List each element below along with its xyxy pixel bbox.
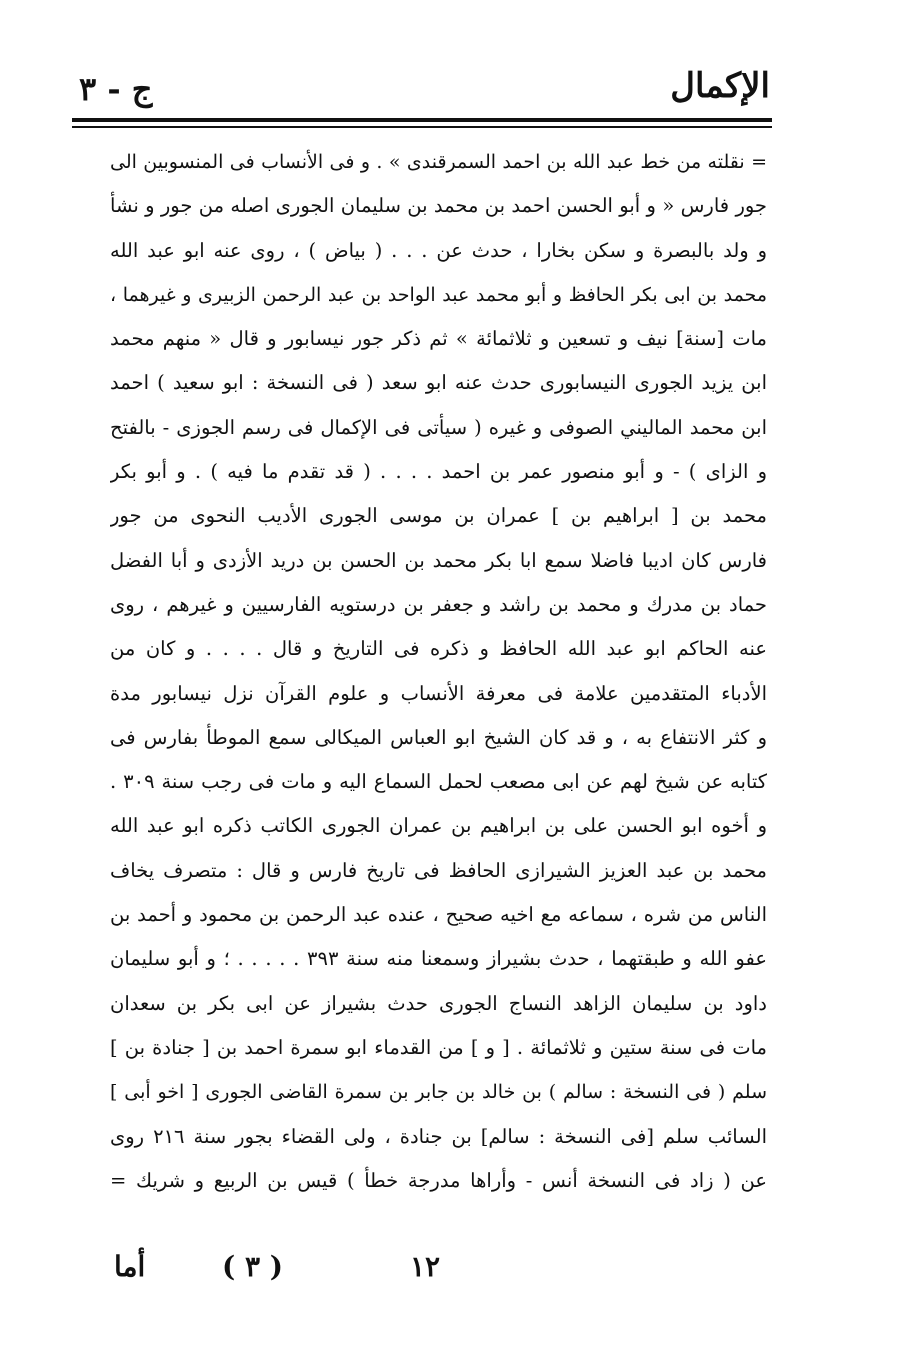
text-line: محمد بن ابى بكر الحافظ و أبو محمد عبد الواحد بن عبد الرحمن الزبيرى و غيرهما ،: [110, 283, 767, 306]
text-line: محمد بن [ ابراهيم بن ] عمران بن موسى الجورى الأديب النحوى من جور: [110, 504, 767, 528]
catchword: أما: [114, 1250, 146, 1283]
text-line: عن ( زاد فى النسخة أنس - وأراها مدرجة خطأ ) قيس بن الربيع و شريك =: [110, 1168, 767, 1192]
text-line: = نقلته من خط عبد الله بن احمد السمرقندى » . و فى الأنساب فى المنسوبين الى: [110, 151, 767, 173]
text-line: محمد بن عبد العزيز الشيرازى الحافظ فى تاريخ فارس و قال : متصرف يخاف: [110, 858, 767, 882]
header-rule-thin: [72, 126, 772, 128]
text-line: الأدباء المتقدمين علامة فى معرفة الأنساب و علوم القرآن نزل نيسابور مدة: [110, 681, 767, 705]
text-line: حماد بن مدرك و محمد بن راشد و جعفر بن درستويه الفارسيين و غيرهم ، روى: [110, 592, 767, 616]
volume-label: ج - ٣: [79, 70, 153, 108]
text-line: جور فارس « و أبو الحسن احمد بن محمد بن سليمان الجورى اصله من جور و نشأ: [110, 194, 767, 218]
header-rule: [72, 118, 772, 122]
page-header: [75, 62, 770, 112]
text-line: و كثر الانتفاع به ، و قد كان الشيخ ابو العباس الميكالى سمع الموطأ بفارس فى: [110, 725, 767, 749]
text-line: داود بن سليمان الزاهد النساج الجورى حدث بشيراز عن ابى بكر بن سعدان: [110, 991, 767, 1015]
text-line: عفو الله و طبقتهما ، حدث بشيراز وسمعنا منه سنة ٣٩٣ . . . . . ؛ و أبو سليمان: [110, 947, 767, 971]
text-line: مات [سنة] نيف و تسعين و ثلاثمائة » ثم ذكر جور نيسابور و قال « منهم محمد: [110, 327, 767, 351]
text-line: و ولد بالبصرة و سكن بخارا ، حدث عن . . . ( بياض ) ، روى عنه ابو عبد الله: [110, 238, 767, 262]
running-title: الإكمال: [670, 66, 770, 106]
text-line: مات فى سنة ستين و ثلاثمائة . [ و ] من القدماء ابو سمرة احمد بن [ جنادة بن ]: [110, 1035, 767, 1059]
text-line: الناس من شره ، سماعه مع اخيه صحيح ، عنده عبد الرحمن بن محمود و أحمد بن: [110, 903, 767, 927]
body-text: [110, 140, 767, 1203]
text-line: سلم ( فى النسخة : سالم ) بن خالد بن جابر بن سمرة القاضى الجورى [ اخو أبى ]: [110, 1081, 767, 1104]
text-line: كتابه عن شيخ لهم عن ابى مصعب لحمل السماع اليه و مات فى رجب سنة ٣٠٩ .: [110, 770, 767, 794]
text-line: ابن يزيد الجورى النيسابورى حدث عنه ابو سعد ( فى النسخة : ابو سعيد ) احمد: [110, 371, 767, 395]
text-line: و أخوه ابو الحسن على بن ابراهيم بن عمران الجورى الكاتب ذكره ابو عبد الله: [110, 814, 767, 838]
text-line: و الزاى ) - و أبو منصور عمر بن احمد . . . . ( قد تقدم ما فيه ) . و أبو بكر: [110, 460, 767, 484]
signature-mark: ( ٣ ): [222, 1250, 284, 1283]
page-number: ١٢: [410, 1250, 441, 1283]
text-line: ابن محمد الماليني الصوفى و غيره ( سيأتى فى الإكمال فى رسم الجوزى - بالفتح: [110, 415, 767, 439]
text-line: عنه الحاكم ابو عبد الله الحافظ و ذكره فى التاريخ و قال . . . . و كان من: [110, 637, 767, 661]
text-line: السائب سلم [فى النسخة : سالم] بن جنادة ، ولى القضاء بجور سنة ٢١٦ روى: [110, 1124, 767, 1148]
text-line: فارس كان اديبا فاضلا سمع ابا بكر محمد بن الحسن بن دريد الأزدى و أبا الفضل: [110, 548, 767, 572]
page-footer: [110, 1250, 767, 1290]
